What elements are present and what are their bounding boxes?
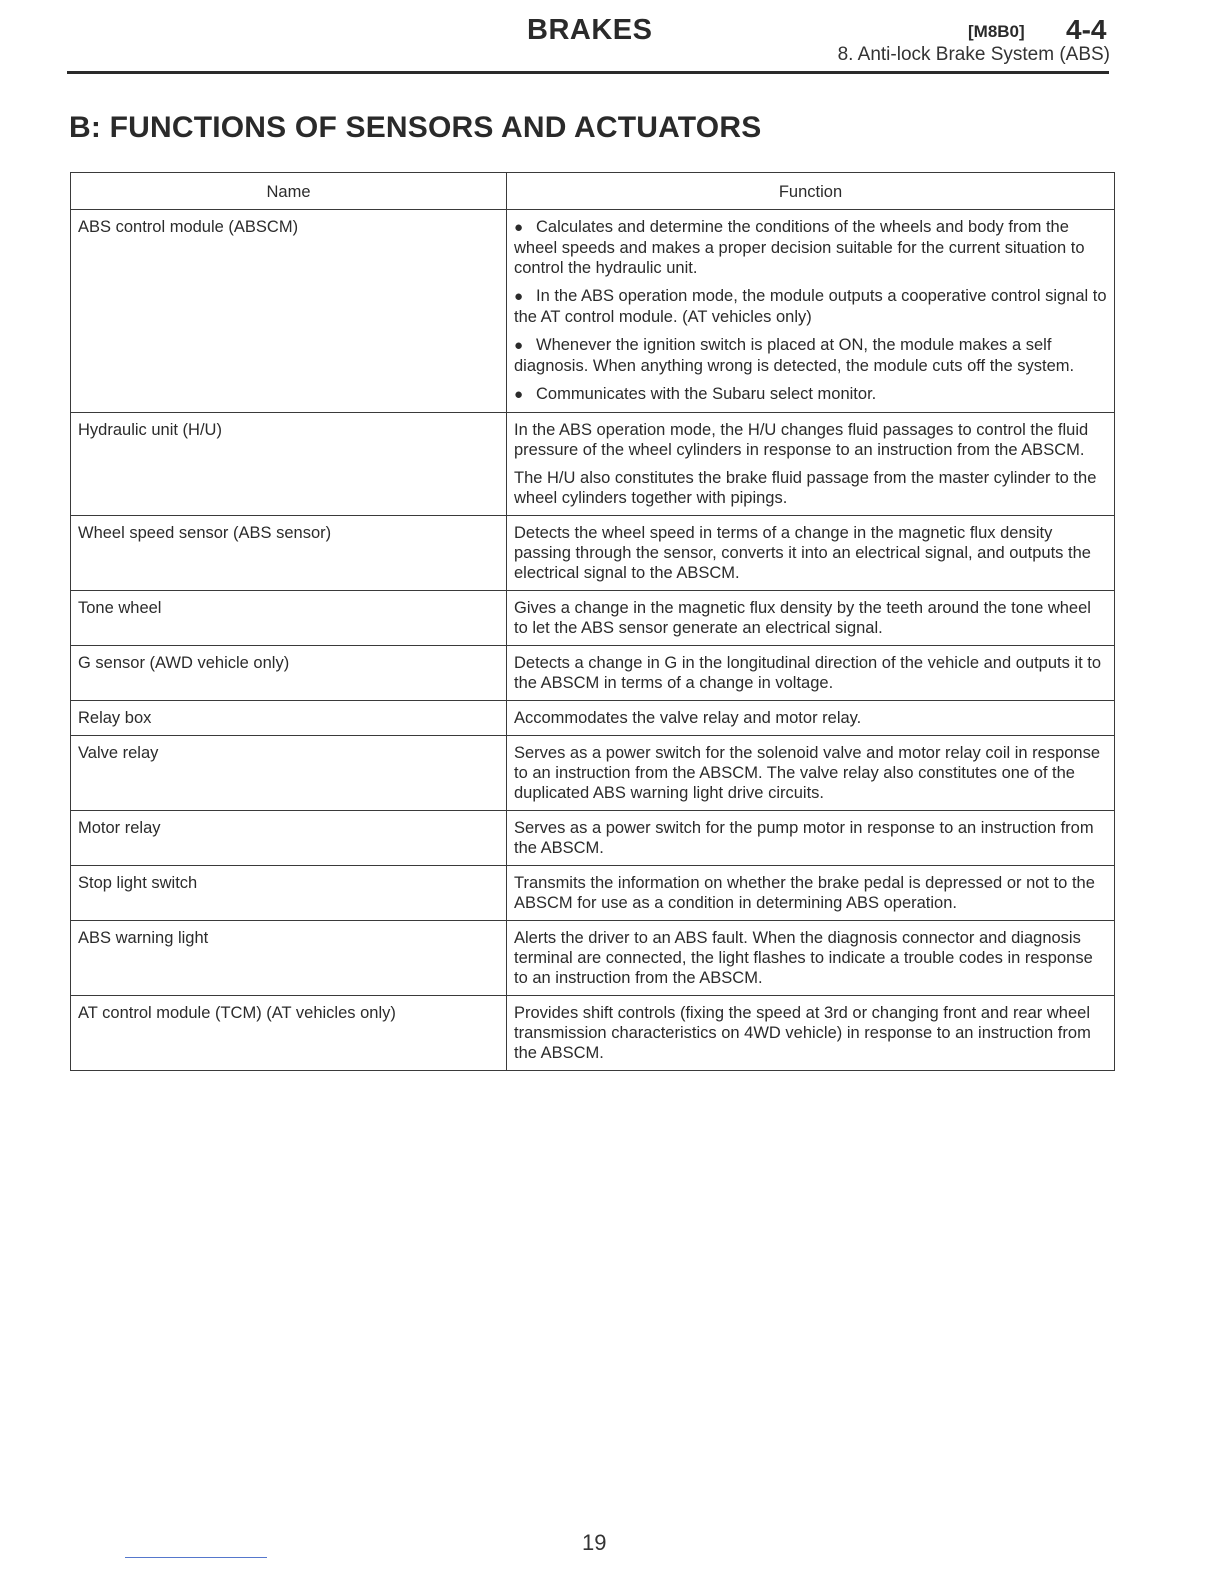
table-row xyxy=(71,866,1115,921)
function-text: Alerts the driver to an ABS fault. When the diagnosis connector and diagnosis terminal are connected, the light flashes to indicate a trouble codes in response to an instruction from the ABSCM. xyxy=(514,929,1093,987)
table-row xyxy=(71,921,1115,996)
footer-divider xyxy=(125,1557,267,1558)
row-name: G sensor (AWD vehicle only) xyxy=(71,646,507,701)
function-text: Detects the wheel speed in terms of a change in the magnetic flux density passing through the sensor, converts it into an electrical signal, and outputs the electrical signal to the ABSCM. xyxy=(514,524,1091,582)
function-bullet xyxy=(514,217,1107,278)
row-function xyxy=(507,646,1115,701)
function-text: Serves as a power switch for the solenoid valve and motor relay coil in response to an instruction from the ABSCM. The valve relay also constitutes one of the duplicated ABS warning light drive circuits. xyxy=(514,744,1101,802)
table-row xyxy=(71,516,1115,591)
function-bullet xyxy=(514,384,1107,405)
table-row xyxy=(71,996,1115,1071)
row-name: ABS warning light xyxy=(71,921,507,996)
row-function xyxy=(507,413,1115,516)
table-row xyxy=(71,736,1115,811)
row-function xyxy=(507,811,1115,866)
table-row xyxy=(71,646,1115,701)
row-name: Relay box xyxy=(71,701,507,736)
row-function xyxy=(507,516,1115,591)
row-name: Motor relay xyxy=(71,811,507,866)
function-text: Detects a change in G in the longitudinal direction of the vehicle and outputs it to the ABSCM in terms of a change in voltage. xyxy=(514,654,1102,692)
table-header-row xyxy=(71,173,1115,210)
row-name: Valve relay xyxy=(71,736,507,811)
row-function xyxy=(507,701,1115,736)
row-function xyxy=(507,866,1115,921)
row-name: Tone wheel xyxy=(71,591,507,646)
function-text: Accommodates the valve relay and motor relay. xyxy=(514,709,862,727)
function-text: Calculates and determine the conditions of the wheels and body from the wheel speeds and makes a proper decision suitable for the current situation to control the hydraulic unit. xyxy=(514,218,1085,277)
column-header-function: Function xyxy=(507,173,1115,210)
function-text: In the ABS operation mode, the module outputs a cooperative control signal to the AT control module. (AT vehicles only) xyxy=(514,287,1107,326)
row-function xyxy=(507,996,1115,1071)
bullet-icon: ● xyxy=(514,288,524,305)
function-text: Gives a change in the magnetic flux density by the teeth around the tone wheel to let the ABS sensor generate an electrical signal. xyxy=(514,599,1091,637)
table-row xyxy=(71,210,1115,413)
header-code: [M8B0] xyxy=(968,22,1025,41)
function-text: The H/U also constitutes the brake fluid passage from the master cylinder to the wheel cylinders together with pipings. xyxy=(514,469,1097,507)
function-text: Serves as a power switch for the pump motor in response to an instruction from the ABSCM. xyxy=(514,819,1094,857)
section-title: B: FUNCTIONS OF SENSORS AND ACTUATORS xyxy=(69,111,762,144)
row-name: AT control module (TCM) (AT vehicles only) xyxy=(71,996,507,1071)
function-bullet xyxy=(514,286,1107,327)
table-row xyxy=(71,701,1115,736)
header-title: BRAKES xyxy=(527,14,653,46)
row-function xyxy=(507,736,1115,811)
page-number: 19 xyxy=(582,1530,607,1555)
table-row xyxy=(71,591,1115,646)
row-name: Wheel speed sensor (ABS sensor) xyxy=(71,516,507,591)
row-function xyxy=(507,210,1115,413)
function-text: Provides shift controls (fixing the speed at 3rd or changing front and rear wheel transmission characteristics on 4WD vehicle) in response to an instruction from the ABSCM. xyxy=(514,1004,1091,1062)
table-row xyxy=(71,413,1115,516)
column-header-name: Name xyxy=(71,173,507,210)
function-text: In the ABS operation mode, the H/U changes fluid passages to control the fluid pressure of the wheel cylinders in response to an instruction from the ABSCM. xyxy=(514,421,1089,459)
function-bullet xyxy=(514,335,1107,376)
header-divider xyxy=(67,71,1109,74)
header-subtitle: 8. Anti-lock Brake System (ABS) xyxy=(837,44,1110,65)
function-text: Communicates with the Subaru select monitor. xyxy=(536,385,877,403)
row-name: Stop light switch xyxy=(71,866,507,921)
header-page-ref: 4-4 xyxy=(1066,14,1107,45)
row-name: Hydraulic unit (H/U) xyxy=(71,413,507,516)
bullet-icon: ● xyxy=(514,386,524,403)
function-text: Whenever the ignition switch is placed at ON, the module makes a self diagnosis. When anything wrong is detected, the module cuts off the system. xyxy=(514,336,1075,375)
row-name: ABS control module (ABSCM) xyxy=(71,210,507,413)
row-function xyxy=(507,591,1115,646)
table-row xyxy=(71,811,1115,866)
functions-table xyxy=(70,172,1115,1071)
bullet-icon: ● xyxy=(514,337,524,354)
bullet-icon: ● xyxy=(514,219,524,236)
row-function xyxy=(507,921,1115,996)
function-text: Transmits the information on whether the brake pedal is depressed or not to the ABSCM for use as a condition in determining ABS operation. xyxy=(514,874,1095,912)
